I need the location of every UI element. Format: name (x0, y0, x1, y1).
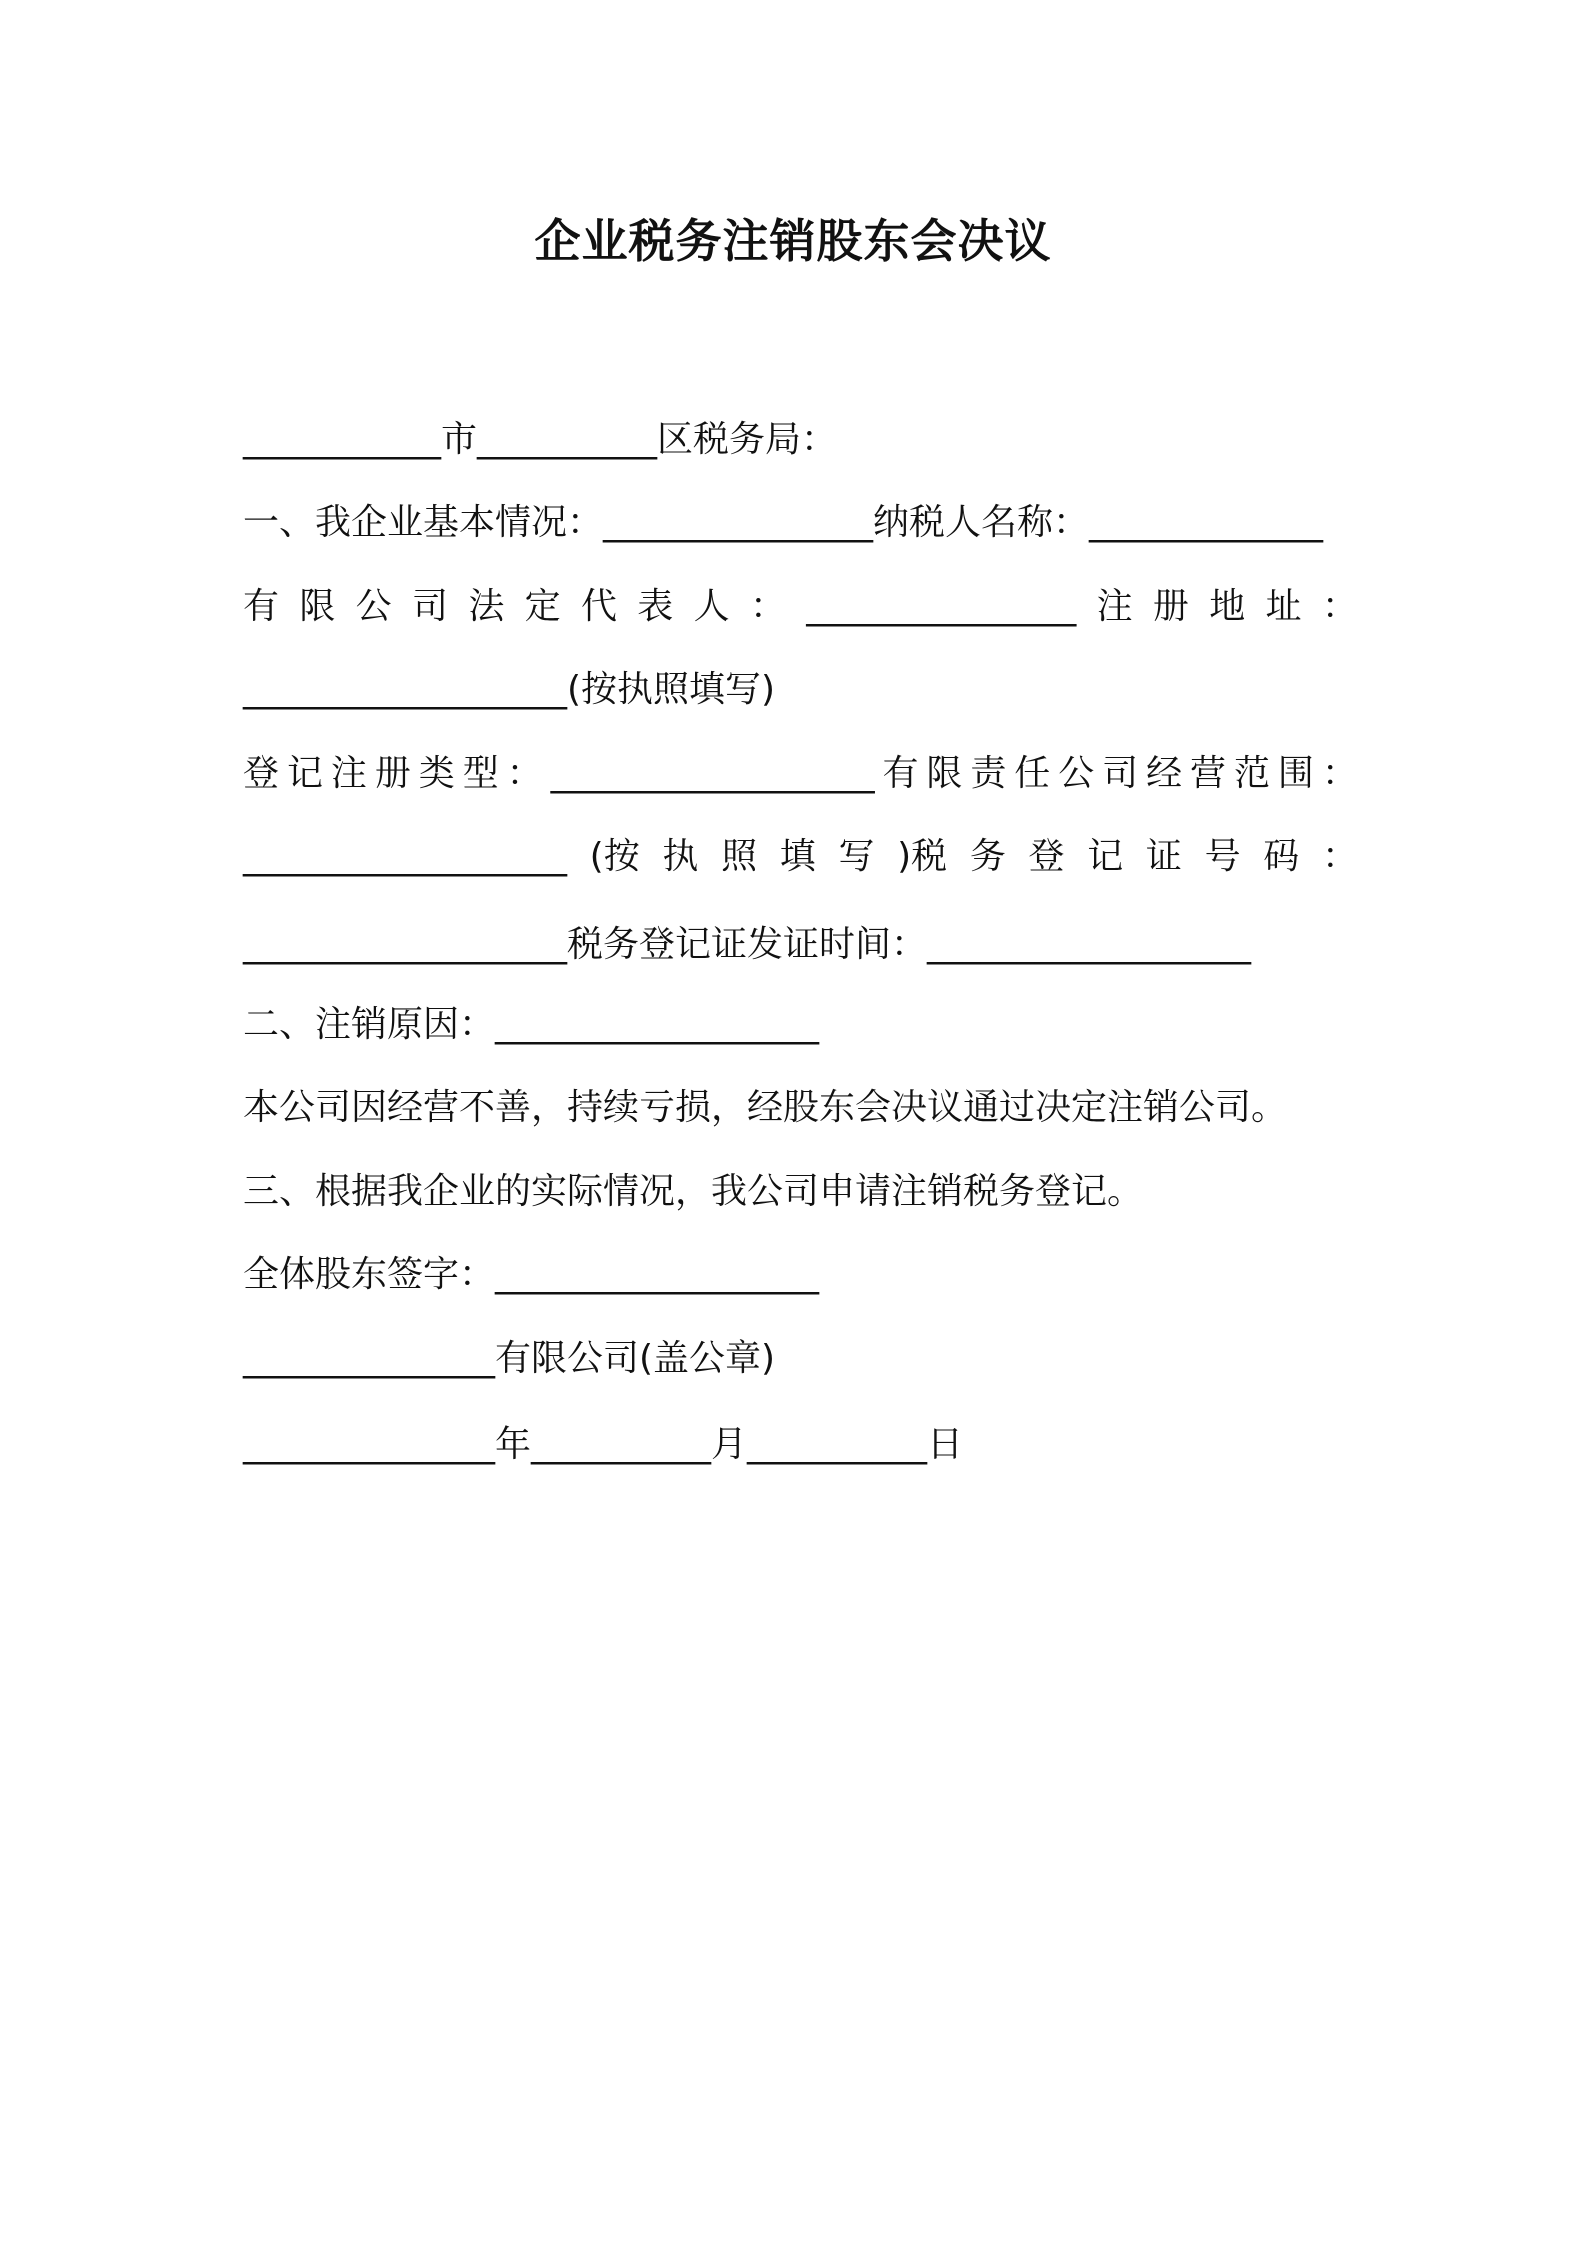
text-fragment: 司 (1102, 753, 1139, 794)
text-fragment: 务 (969, 836, 1006, 877)
date-line: ______________年__________月__________日 (243, 1424, 963, 1465)
company-seal-line: ______________有限公司(盖公章) (243, 1338, 776, 1379)
text-fragment: ： (506, 753, 543, 794)
text-fragment: 营 (1190, 753, 1227, 794)
text-fragment: 法 (468, 586, 505, 627)
text-fragment: ： (1321, 753, 1358, 794)
text-fragment: 类 (418, 753, 455, 794)
text-fragment: 册 (374, 753, 411, 794)
text-fragment: 写 (838, 836, 875, 877)
text-fragment: 公 (355, 586, 392, 627)
text-fragment: 限 (299, 586, 336, 627)
shareholder-signature-line: 全体股东签字：__________________ (243, 1254, 820, 1295)
basic-info-line: 一、我企业基本情况：_______________纳税人名称：_____________ (243, 502, 1324, 543)
text-fragment: 任 (1014, 753, 1051, 794)
fill-blank: __________________ (243, 836, 567, 877)
document-title: 企业税务注销股东会决议 (534, 214, 1052, 268)
reason-statement-line: 本公司因经营不善，持续亏损，经股东会决议通过决定注销公司。 (243, 1087, 1288, 1128)
text-fragment: ： (1321, 836, 1358, 877)
text-fragment: 执 (662, 836, 699, 877)
text-fragment: 型 (462, 753, 499, 794)
deregistration-reason-line: 二、注销原因：__________________ (243, 1004, 820, 1045)
text-fragment: 记 (1087, 836, 1124, 877)
text-fragment: 记 (286, 753, 323, 794)
registration-type-line (243, 749, 1358, 799)
text-fragment: 司 (411, 586, 448, 627)
fill-blank: __________________ (550, 753, 875, 794)
text-fragment: 注 (330, 753, 367, 794)
application-statement-line: 三、根据我企业的实际情况，我公司申请注销税务登记。 (243, 1171, 1144, 1212)
text-fragment: 登 (243, 753, 280, 794)
text-fragment: 填 (779, 836, 816, 877)
text-fragment: 范 (1233, 753, 1270, 794)
text-fragment: 照 (721, 836, 758, 877)
text-fragment: (按 (589, 836, 640, 877)
text-fragment: 册 (1152, 586, 1189, 627)
issue-date-line: __________________税务登记证发证时间：__________________ (243, 924, 1252, 965)
text-fragment: 有 (243, 586, 280, 627)
text-fragment: 人 (693, 586, 730, 627)
text-fragment: 经 (1146, 753, 1183, 794)
tax-certificate-number-line (243, 832, 1358, 882)
text-fragment: 公 (1058, 753, 1095, 794)
addressee-line: ___________市__________区税务局： (243, 419, 838, 460)
text-fragment: 址 (1265, 586, 1302, 627)
address-fill-line: __________________(按执照填写) (243, 669, 776, 710)
text-fragment: 表 (637, 586, 674, 627)
text-fragment: 代 (580, 586, 617, 627)
fill-blank: _______________ (806, 586, 1077, 627)
text-fragment: )税 (897, 836, 948, 877)
text-fragment: ： (1321, 586, 1358, 627)
text-fragment: 号 (1204, 836, 1241, 877)
text-fragment: 有 (882, 753, 919, 794)
text-fragment: 登 (1028, 836, 1065, 877)
text-fragment: 证 (1145, 836, 1182, 877)
text-fragment: 地 (1209, 586, 1246, 627)
text-fragment: 围 (1277, 753, 1314, 794)
text-fragment: 码 (1263, 836, 1300, 877)
legal-representative-line (243, 582, 1358, 632)
text-fragment: 责 (970, 753, 1007, 794)
text-fragment: 注 (1096, 586, 1133, 627)
text-fragment: 定 (524, 586, 561, 627)
text-fragment: ： (749, 586, 786, 627)
text-fragment: 限 (926, 753, 963, 794)
